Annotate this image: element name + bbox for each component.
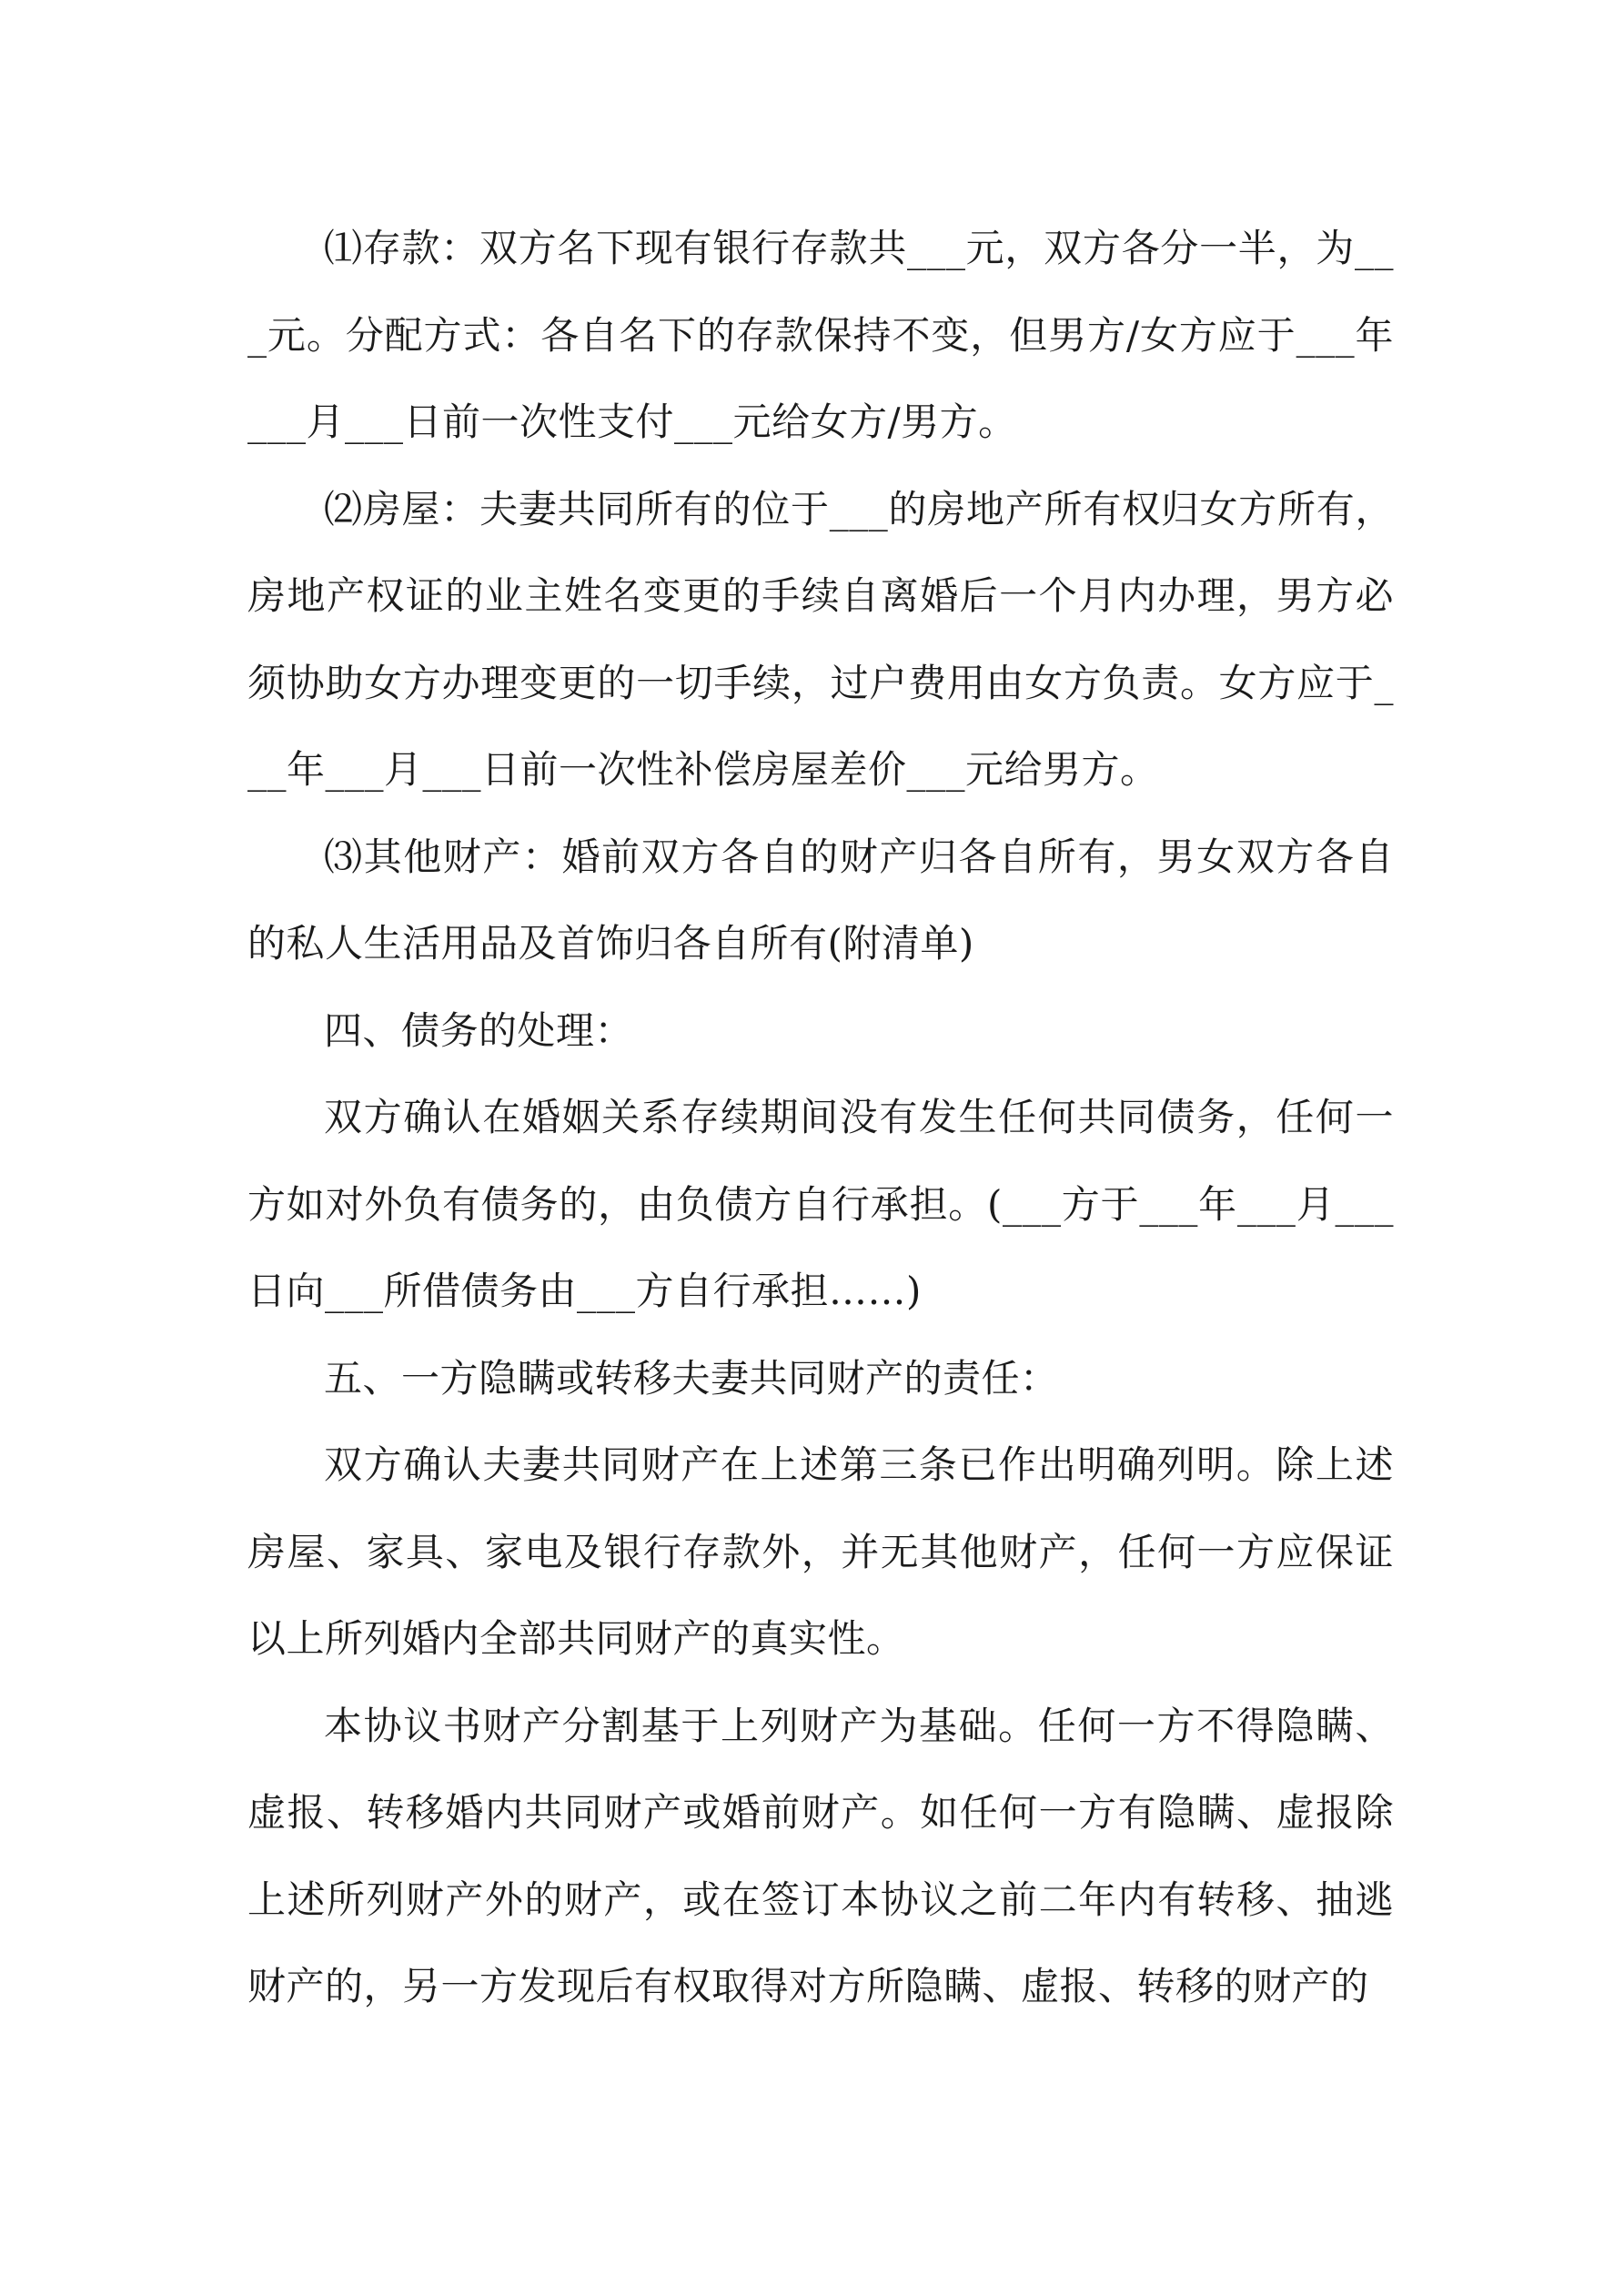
paragraph-house: ⑵房屋：夫妻共同所有的位于___的房地产所有权归女方所有，房地产权证的业主姓名变更的手续自离婚后一个月内办理，男方必须协助女方办理变更的一切手续，过户费用由女方负责。女方应于___年___月___日前一次性补偿房屋差价___元给男方。	[247, 486, 1394, 792]
paragraph-confirmation: 双方确认夫妻共同财产在上述第三条已作出明确列明。除上述房屋、家具、家电及银行存款外，并无其他财产，任何一方应保证以上所列婚内全部共同财产的真实性。	[247, 1442, 1394, 1661]
document-body	[247, 205, 1394, 2030]
paragraph-debt: 双方确认在婚姻关系存续期间没有发生任何共同债务，任何一方如对外负有债务的，由负债方自行承担。(___方于___年___月___日向___所借债务由___方自行承担……)	[247, 1095, 1394, 1313]
paragraph-division-basis: 本协议书财产分割基于上列财产为基础。任何一方不得隐瞒、虚报、转移婚内共同财产或婚前财产。如任何一方有隐瞒、虚报除上述所列财产外的财产，或在签订本协议之前二年内有转移、抽逃财产的，另一方发现后有权取得对方所隐瞒、虚报、转移的财产的	[247, 1703, 1394, 2008]
section-heading-concealment: 五、一方隐瞒或转移夫妻共同财产的责任：	[324, 1355, 1059, 1401]
paragraph-other-property: ⑶其他财产：婚前双方各自的财产归各自所有，男女双方各自的私人生活用品及首饰归各自所有(附清单)	[247, 834, 1394, 966]
section-heading-debt: 四、债务的处理：	[324, 1007, 634, 1053]
paragraph-deposit: ⑴存款：双方名下现有银行存款共___元，双方各分一半，为___元。分配方式：各自名下的存款保持不变，但男方/女方应于___年___月___日前一次性支付___元给女方/男方。	[247, 226, 1394, 444]
